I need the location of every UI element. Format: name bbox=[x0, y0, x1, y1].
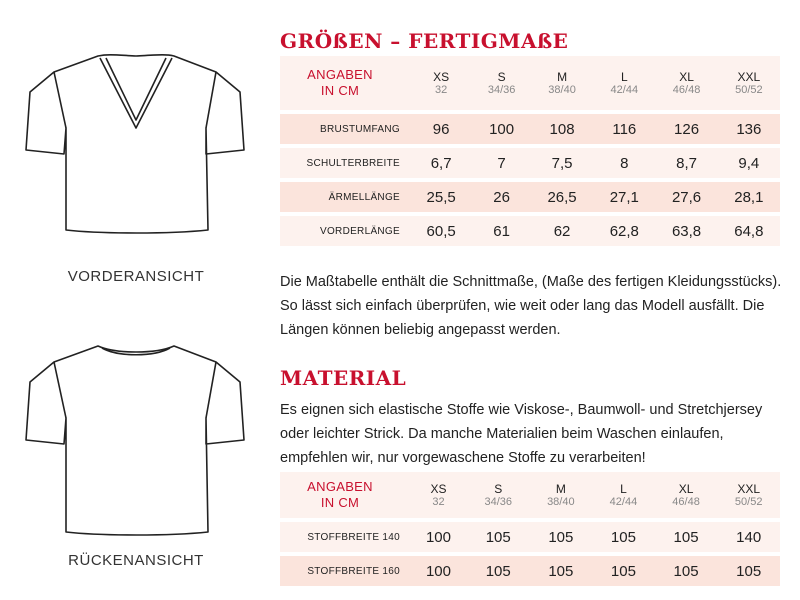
table-cell: 105 bbox=[530, 522, 593, 552]
row-label: STOFFBREITE 160 bbox=[280, 556, 410, 586]
size-col-s: S 34/36 bbox=[472, 56, 531, 110]
material-text: Es eignen sich elastische Stoffe wie Viskose-, Baumwoll- und Stretchjersey oder leichter Strick. Da manche Materialien beim Waschen einlaufen, empfehlen wir, nur vorgewaschene Stoffe zu verarbeiten! bbox=[280, 402, 763, 466]
row-label: SCHULTERBREITE bbox=[280, 148, 410, 178]
back-view-caption: RÜCKENANSICHT bbox=[68, 552, 204, 569]
table-cell: 25,5 bbox=[410, 182, 472, 212]
table-cell: 105 bbox=[717, 556, 780, 586]
front-view-sketch bbox=[20, 50, 252, 250]
table-cell: 105 bbox=[467, 522, 530, 552]
sizes-title: GRÖßEN – FERTIGMAßE bbox=[280, 29, 569, 53]
table-cell: 108 bbox=[531, 114, 593, 144]
header-label: ANGABEN IN CM bbox=[280, 56, 410, 110]
back-view-sketch bbox=[20, 340, 252, 540]
fabric-table bbox=[280, 468, 780, 590]
table-cell: 140 bbox=[717, 522, 780, 552]
table-cell: 105 bbox=[655, 522, 718, 552]
table-cell: 96 bbox=[410, 114, 472, 144]
table-row bbox=[280, 216, 780, 246]
table-cell: 100 bbox=[410, 522, 467, 552]
row-label: BRUSTUMFANG bbox=[280, 114, 410, 144]
table-row bbox=[280, 182, 780, 212]
table-row bbox=[280, 522, 780, 552]
size-col-xs: XS 32 bbox=[410, 472, 467, 518]
table-cell: 62,8 bbox=[593, 216, 655, 246]
table-cell: 105 bbox=[530, 556, 593, 586]
table-cell: 7 bbox=[472, 148, 531, 178]
size-col-m: M 38/40 bbox=[531, 56, 593, 110]
row-label: ÄRMELLÄNGE bbox=[280, 182, 410, 212]
fabric-table-header bbox=[280, 472, 780, 518]
table-cell: 136 bbox=[718, 114, 780, 144]
table-row bbox=[280, 114, 780, 144]
front-view-caption: VORDERANSICHT bbox=[67, 268, 205, 285]
table-cell: 105 bbox=[655, 556, 718, 586]
size-col-s: S 34/36 bbox=[467, 472, 530, 518]
row-label: STOFFBREITE 140 bbox=[280, 522, 410, 552]
size-table bbox=[280, 52, 780, 250]
table-cell: 6,7 bbox=[410, 148, 472, 178]
table-cell: 100 bbox=[472, 114, 531, 144]
size-col-xl: XL 46/48 bbox=[655, 472, 718, 518]
table-cell: 26,5 bbox=[531, 182, 593, 212]
table-cell: 7,5 bbox=[531, 148, 593, 178]
table-cell: 28,1 bbox=[718, 182, 780, 212]
table-cell: 60,5 bbox=[410, 216, 472, 246]
table-cell: 26 bbox=[472, 182, 531, 212]
table-cell: 61 bbox=[472, 216, 531, 246]
size-col-xs: XS 32 bbox=[410, 56, 472, 110]
table-row bbox=[280, 556, 780, 586]
size-col-l: L 42/44 bbox=[592, 472, 655, 518]
table-cell: 105 bbox=[467, 556, 530, 586]
table-cell: 27,1 bbox=[593, 182, 655, 212]
size-col-xxl: XXL 50/52 bbox=[718, 56, 780, 110]
table-cell: 105 bbox=[592, 522, 655, 552]
table-row bbox=[280, 148, 780, 178]
size-table-header bbox=[280, 56, 780, 110]
table-cell: 100 bbox=[410, 556, 467, 586]
table-cell: 27,6 bbox=[655, 182, 717, 212]
table-cell: 62 bbox=[531, 216, 593, 246]
table-cell: 126 bbox=[655, 114, 717, 144]
table-cell: 64,8 bbox=[718, 216, 780, 246]
size-col-l: L 42/44 bbox=[593, 56, 655, 110]
material-title: MATERIAL bbox=[280, 366, 407, 390]
size-col-xxl: XXL 50/52 bbox=[717, 472, 780, 518]
garment-sketches bbox=[0, 0, 272, 600]
table-cell: 105 bbox=[592, 556, 655, 586]
row-label: VORDERLÄNGE bbox=[280, 216, 410, 246]
size-col-xl: XL 46/48 bbox=[655, 56, 717, 110]
table-cell: 8,7 bbox=[655, 148, 717, 178]
table-cell: 9,4 bbox=[718, 148, 780, 178]
content-column bbox=[280, 0, 795, 600]
table-cell: 8 bbox=[593, 148, 655, 178]
size-col-m: M 38/40 bbox=[530, 472, 593, 518]
size-note: Die Maßtabelle enthält die Schnittmaße, (Maße des fertigen Kleidungsstücks). So lässt sich einfach überprüfen, wie weit oder lang das Modell ausfällt. Die Längen können beliebig angepasst werden. bbox=[280, 274, 782, 338]
table-cell: 63,8 bbox=[655, 216, 717, 246]
table-cell: 116 bbox=[593, 114, 655, 144]
header-label: ANGABEN IN CM bbox=[280, 472, 410, 518]
